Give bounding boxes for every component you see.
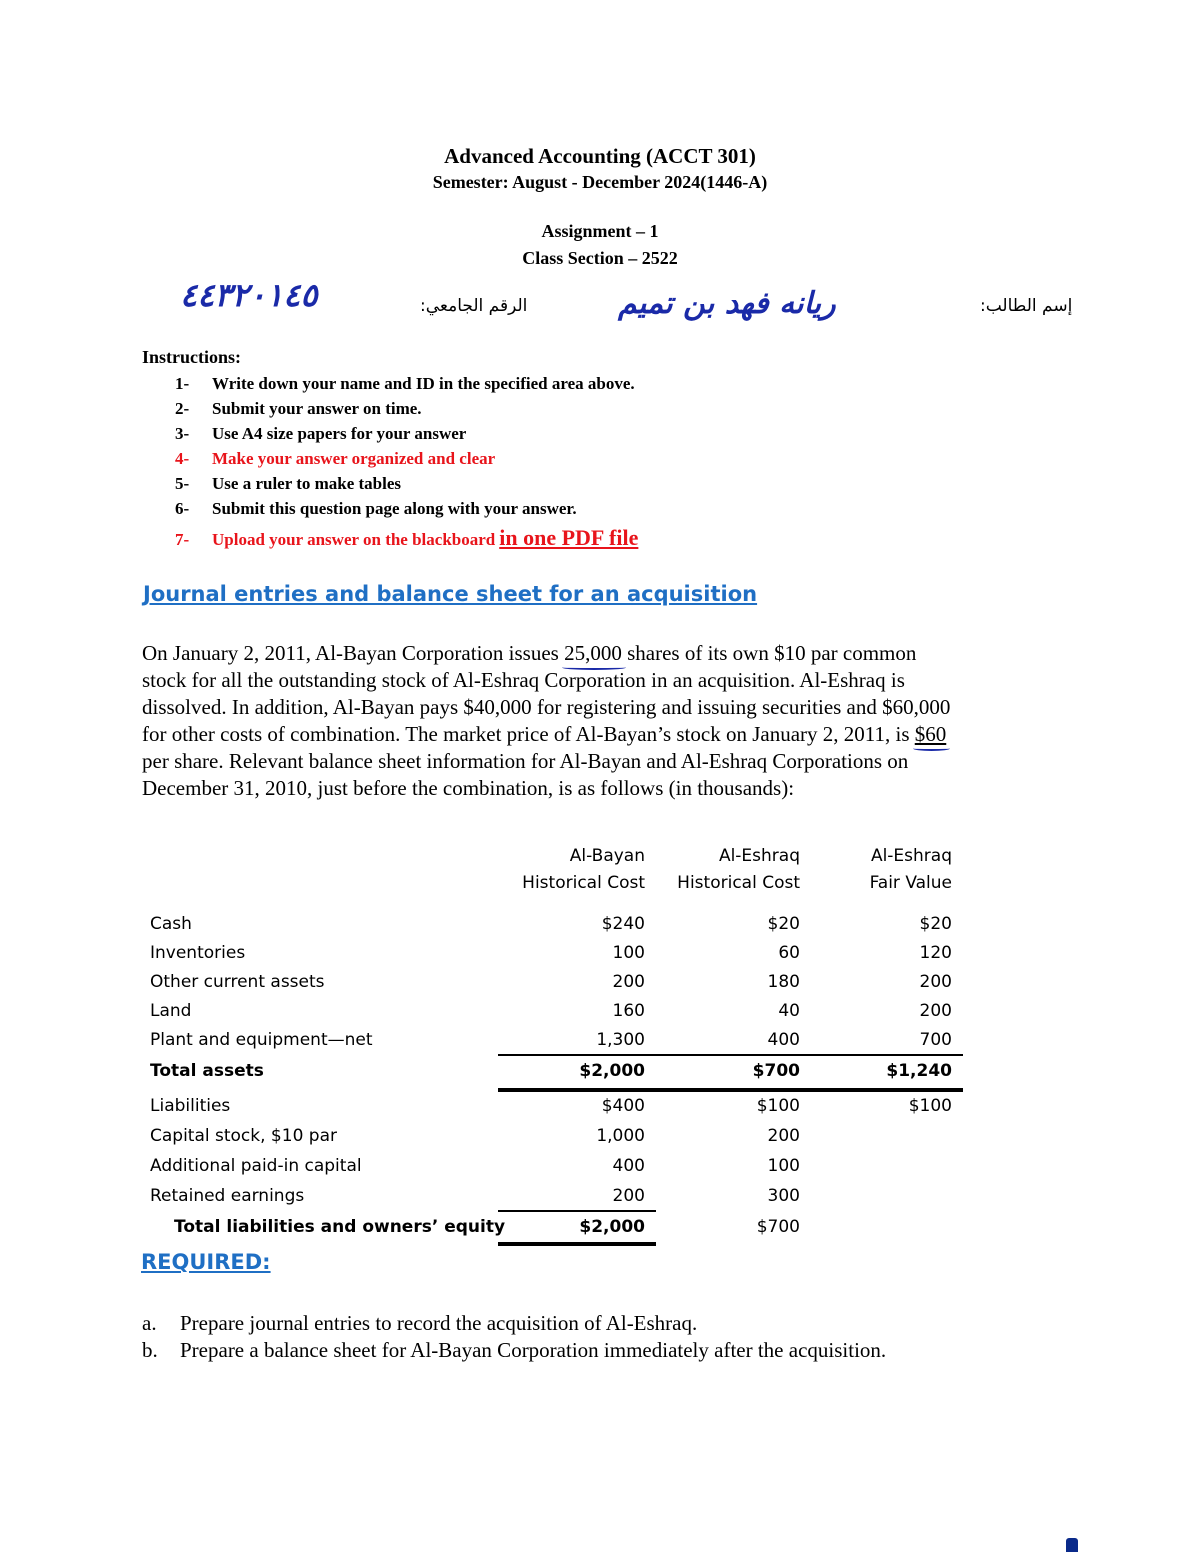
page-number-fragment [1066, 1538, 1078, 1552]
table-row [150, 968, 970, 996]
instruction-text: Make your answer organized and clear [212, 449, 496, 468]
cell: $240 [601, 914, 645, 934]
shares-highlight: 25,000 [564, 641, 622, 665]
cell: 160 [612, 1001, 645, 1021]
cell: 300 [767, 1186, 800, 1206]
cell: 200 [612, 1186, 645, 1206]
cell: 700 [919, 1030, 952, 1050]
instruction-item [175, 446, 638, 471]
cell: 1,000 [596, 1126, 645, 1146]
cell: 400 [612, 1156, 645, 1176]
row-label: Total liabilities and owners’ equity [174, 1217, 506, 1237]
course-title: Advanced Accounting (ACCT 301) [444, 144, 756, 168]
required-letter: a. [142, 1311, 157, 1335]
table-row [150, 1152, 970, 1180]
row-label: Liabilities [150, 1096, 231, 1116]
cell: 60 [778, 943, 800, 963]
row-label: Other current assets [150, 972, 325, 992]
row-label: Land [150, 1001, 192, 1021]
text-segment: for other costs of combination. The market price of Al-Bayan’s stock on January 2, 2011, is [142, 722, 915, 746]
instruction-text: Submit this question page along with your answer. [212, 499, 577, 518]
cell: $20 [767, 914, 800, 934]
table-row [150, 1182, 970, 1210]
table-row-total [150, 1057, 970, 1085]
cell: 100 [612, 943, 645, 963]
cell: 120 [919, 943, 952, 963]
table-row-total [150, 1213, 970, 1241]
cell: $100 [908, 1096, 952, 1116]
cell: $2,000 [579, 1061, 645, 1081]
table-row [150, 910, 970, 938]
table-row [150, 997, 970, 1025]
instruction-item [175, 471, 638, 496]
text-segment: On January 2, 2011, Al-Bayan Corporation issues [142, 641, 565, 665]
instruction-item [175, 421, 638, 446]
required-item [142, 1310, 886, 1337]
problem-title: Journal entries and balance sheet for an acquisition [143, 582, 758, 606]
row-label: Additional paid-in capital [150, 1156, 362, 1176]
instruction-number: 4- [175, 449, 190, 468]
instruction-emphasis: in one PDF file [499, 525, 639, 550]
column-header: Al-Eshraq [870, 846, 952, 866]
required-text: Prepare journal entries to record the acquisition of Al-Eshraq. [180, 1311, 698, 1335]
row-label: Cash [150, 914, 192, 934]
cell: 100 [767, 1156, 800, 1176]
cell: $700 [752, 1061, 800, 1081]
instruction-text: Write down your name and ID in the specified area above. [212, 374, 635, 393]
student-name-label: إسم الطالب: [980, 296, 1073, 316]
instruction-number: 1- [175, 374, 190, 393]
instruction-text: Use A4 size papers for your answer [212, 424, 467, 443]
instruction-item [175, 496, 638, 521]
cell: 1,300 [596, 1030, 645, 1050]
table-header-row [150, 842, 970, 870]
paragraph-line: December 31, 2010, just before the combination, is as follows (in thousands): [142, 776, 795, 800]
row-label: Plant and equipment—net [150, 1030, 373, 1050]
required-text: Prepare a balance sheet for Al-Bayan Corporation immediately after the acquisition. [180, 1338, 887, 1362]
student-name-handwritten: ريانه فهد بن تميم [618, 286, 836, 321]
required-heading: REQUIRED: [141, 1250, 271, 1274]
paragraph-line: dissolved. In addition, Al-Bayan pays $40,000 for registering and issuing securities and $60,000 [142, 695, 951, 719]
instruction-number: 2- [175, 399, 190, 418]
paragraph-line: stock for all the outstanding stock of Al-Eshraq Corporation in an acquisition. Al-Eshraq is [142, 668, 905, 692]
cell: 200 [767, 1126, 800, 1146]
cell: 180 [767, 972, 800, 992]
cell: 200 [612, 972, 645, 992]
row-label: Inventories [150, 943, 246, 963]
table-row [150, 1122, 970, 1150]
column-header: Al-Bayan [569, 846, 645, 866]
cell: $2,000 [579, 1217, 645, 1237]
table-row [150, 939, 970, 967]
instruction-item [175, 525, 638, 550]
student-id-label: الرقم الجامعي: [420, 296, 528, 316]
semester-line: Semester: August - December 2024(1446-A) [432, 172, 768, 192]
instructions-heading: Instructions: [142, 347, 242, 367]
problem-paragraph [142, 640, 1062, 802]
class-section: Class Section – 2522 [522, 248, 678, 268]
column-header: Historical Cost [522, 873, 645, 893]
paragraph-line [142, 640, 1062, 667]
cell: $20 [919, 914, 952, 934]
cell: 400 [767, 1030, 800, 1050]
subtotal-rule [498, 1054, 963, 1056]
paragraph-line: per share. Relevant balance sheet information for Al-Bayan and Al-Eshraq Corporations on [142, 749, 909, 773]
table-row [150, 1092, 970, 1120]
instruction-number: 5- [175, 474, 190, 493]
cell: $1,240 [886, 1061, 952, 1081]
instruction-number: 7- [175, 530, 190, 549]
cell: 200 [919, 972, 952, 992]
column-header: Fair Value [869, 873, 952, 893]
price-highlight: $60 [914, 722, 947, 746]
instruction-number: 6- [175, 499, 190, 518]
cell: $700 [756, 1217, 800, 1237]
table-header-row [150, 869, 970, 897]
column-header: Historical Cost [677, 873, 800, 893]
instructions-list [175, 371, 638, 550]
table-row [150, 1026, 970, 1054]
total-double-rule [498, 1242, 656, 1246]
required-list [142, 1310, 886, 1364]
instruction-item [175, 371, 638, 396]
paragraph-line [142, 721, 1062, 748]
student-id-handwritten: ٤٤٣٢٠١٤٥ [180, 276, 318, 314]
row-label: Retained earnings [150, 1186, 305, 1206]
required-item [142, 1337, 886, 1364]
row-label: Total assets [150, 1061, 264, 1081]
instruction-item [175, 396, 638, 421]
text-segment: shares of its own $10 par common [621, 641, 917, 665]
instruction-text: Use a ruler to make tables [212, 474, 402, 493]
assignment-number: Assignment – 1 [541, 221, 659, 241]
cell: 40 [778, 1001, 800, 1021]
instruction-number: 3- [175, 424, 190, 443]
cell: $400 [601, 1096, 645, 1116]
subtotal-rule [498, 1210, 656, 1212]
row-label: Capital stock, $10 par [150, 1126, 337, 1146]
required-letter: b. [142, 1338, 158, 1362]
instruction-text: Submit your answer on time. [212, 399, 422, 418]
column-header: Al-Eshraq [718, 846, 800, 866]
instruction-text: Upload your answer on the blackboard [212, 530, 496, 549]
cell: 200 [919, 1001, 952, 1021]
cell: $100 [756, 1096, 800, 1116]
